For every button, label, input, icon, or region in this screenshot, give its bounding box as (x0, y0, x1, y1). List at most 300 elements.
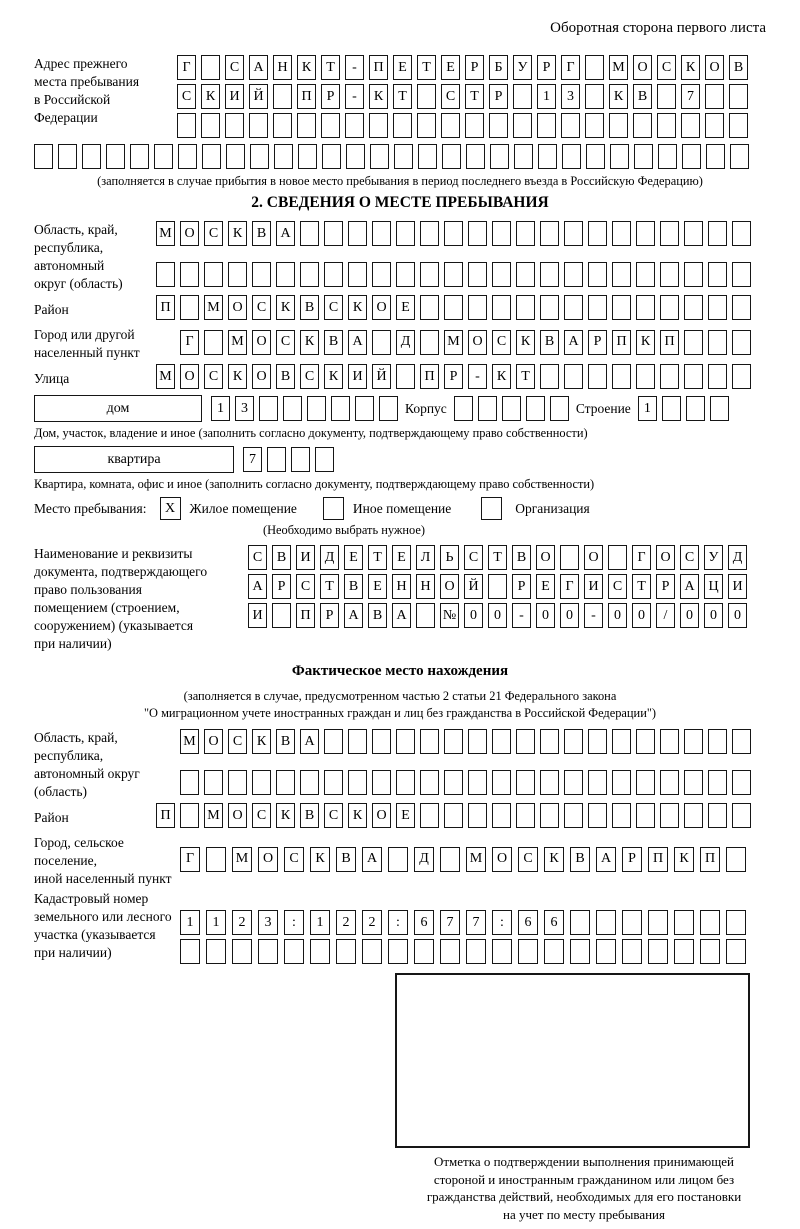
char-cell[interactable]: И (348, 364, 367, 389)
char-cell[interactable] (660, 364, 679, 389)
char-cell[interactable] (492, 803, 511, 828)
char-cell[interactable] (636, 295, 655, 320)
char-cell[interactable] (564, 295, 583, 320)
char-cell[interactable]: П (296, 603, 315, 628)
char-cell[interactable]: С (248, 545, 267, 570)
char-cell[interactable] (726, 939, 746, 964)
char-cell[interactable]: О (633, 55, 652, 80)
char-cell[interactable]: / (656, 603, 675, 628)
char-cell[interactable]: М (180, 729, 199, 754)
char-cell[interactable] (396, 364, 415, 389)
char-cell[interactable] (686, 396, 705, 421)
char-cell[interactable] (636, 262, 655, 287)
char-cell[interactable]: И (296, 545, 315, 570)
char-cell[interactable]: С (492, 330, 511, 355)
char-cell[interactable] (588, 770, 607, 795)
char-cell[interactable] (700, 939, 720, 964)
char-cell[interactable] (708, 770, 727, 795)
char-cell[interactable]: К (681, 55, 700, 80)
char-cell[interactable]: О (228, 803, 247, 828)
char-cell[interactable]: Н (392, 574, 411, 599)
char-cell[interactable] (705, 113, 724, 138)
char-cell[interactable] (660, 295, 679, 320)
char-cell[interactable] (444, 729, 463, 754)
char-cell[interactable]: Й (464, 574, 483, 599)
char-cell[interactable]: № (440, 603, 459, 628)
char-cell[interactable] (622, 910, 642, 935)
char-cell[interactable]: В (272, 545, 291, 570)
char-cell[interactable]: 0 (464, 603, 483, 628)
char-cell[interactable] (492, 295, 511, 320)
char-cell[interactable]: А (596, 847, 616, 872)
char-cell[interactable] (540, 221, 559, 246)
char-cell[interactable]: Р (272, 574, 291, 599)
char-cell[interactable]: М (156, 364, 175, 389)
char-cell[interactable] (324, 221, 343, 246)
char-cell[interactable]: О (440, 574, 459, 599)
char-cell[interactable] (729, 84, 748, 109)
char-cell[interactable] (178, 144, 197, 169)
char-cell[interactable] (612, 803, 631, 828)
char-cell[interactable] (648, 939, 668, 964)
char-cell[interactable]: У (704, 545, 723, 570)
char-cell[interactable] (420, 729, 439, 754)
char-cell[interactable] (372, 262, 391, 287)
char-cell[interactable]: М (466, 847, 486, 872)
char-cell[interactable] (420, 803, 439, 828)
char-cell[interactable]: А (392, 603, 411, 628)
char-cell[interactable] (564, 803, 583, 828)
char-cell[interactable] (180, 295, 199, 320)
char-cell[interactable]: 6 (414, 910, 434, 935)
char-cell[interactable] (684, 330, 703, 355)
char-cell[interactable] (465, 113, 484, 138)
char-cell[interactable]: О (180, 364, 199, 389)
char-cell[interactable] (492, 729, 511, 754)
char-cell[interactable] (130, 144, 149, 169)
char-cell[interactable]: О (372, 295, 391, 320)
char-cell[interactable] (622, 939, 642, 964)
char-cell[interactable]: П (700, 847, 720, 872)
char-cell[interactable] (466, 939, 486, 964)
char-cell[interactable] (362, 939, 382, 964)
char-cell[interactable] (283, 396, 302, 421)
char-cell[interactable]: К (297, 55, 316, 80)
char-cell[interactable] (633, 113, 652, 138)
char-cell[interactable]: Р (465, 55, 484, 80)
house-type-box[interactable] (34, 395, 202, 422)
char-cell[interactable] (440, 847, 460, 872)
char-cell[interactable] (442, 144, 461, 169)
char-cell[interactable] (516, 803, 535, 828)
char-cell[interactable] (674, 939, 694, 964)
char-cell[interactable] (154, 144, 173, 169)
char-cell[interactable]: К (516, 330, 535, 355)
char-cell[interactable] (516, 295, 535, 320)
char-cell[interactable] (585, 84, 604, 109)
char-cell[interactable] (180, 770, 199, 795)
char-cell[interactable]: Р (489, 84, 508, 109)
char-cell[interactable]: Г (180, 330, 199, 355)
char-cell[interactable] (660, 262, 679, 287)
char-cell[interactable]: С (225, 55, 244, 80)
char-cell[interactable] (708, 221, 727, 246)
other-premises-checkbox[interactable] (323, 497, 344, 520)
char-cell[interactable] (502, 396, 521, 421)
char-cell[interactable] (706, 144, 725, 169)
char-cell[interactable]: 0 (488, 603, 507, 628)
char-cell[interactable]: Т (320, 574, 339, 599)
char-cell[interactable] (609, 113, 628, 138)
char-cell[interactable]: Р (512, 574, 531, 599)
char-cell[interactable] (420, 295, 439, 320)
char-cell[interactable] (272, 603, 291, 628)
char-cell[interactable] (684, 729, 703, 754)
char-cell[interactable]: 0 (704, 603, 723, 628)
char-cell[interactable]: 3 (258, 910, 278, 935)
char-cell[interactable]: О (584, 545, 603, 570)
char-cell[interactable]: Л (416, 545, 435, 570)
char-cell[interactable]: К (609, 84, 628, 109)
char-cell[interactable] (468, 262, 487, 287)
char-cell[interactable] (273, 84, 292, 109)
char-cell[interactable] (276, 262, 295, 287)
char-cell[interactable] (58, 144, 77, 169)
char-cell[interactable] (537, 113, 556, 138)
char-cell[interactable] (284, 939, 304, 964)
char-cell[interactable] (657, 113, 676, 138)
char-cell[interactable] (560, 545, 579, 570)
char-cell[interactable] (468, 221, 487, 246)
char-cell[interactable]: В (252, 221, 271, 246)
char-cell[interactable] (417, 113, 436, 138)
char-cell[interactable]: Н (416, 574, 435, 599)
char-cell[interactable] (226, 144, 245, 169)
char-cell[interactable] (636, 364, 655, 389)
char-cell[interactable]: 7 (466, 910, 486, 935)
char-cell[interactable]: - (512, 603, 531, 628)
char-cell[interactable] (418, 144, 437, 169)
char-cell[interactable]: О (705, 55, 724, 80)
char-cell[interactable]: К (492, 364, 511, 389)
char-cell[interactable]: В (344, 574, 363, 599)
char-cell[interactable]: Г (561, 55, 580, 80)
char-cell[interactable]: О (252, 364, 271, 389)
char-cell[interactable]: Т (321, 55, 340, 80)
char-cell[interactable] (488, 574, 507, 599)
char-cell[interactable]: Р (321, 84, 340, 109)
char-cell[interactable]: Е (393, 55, 412, 80)
char-cell[interactable]: Т (516, 364, 535, 389)
char-cell[interactable] (250, 144, 269, 169)
char-cell[interactable]: Р (622, 847, 642, 872)
char-cell[interactable]: 1 (211, 396, 230, 421)
char-cell[interactable]: К (636, 330, 655, 355)
char-cell[interactable] (636, 729, 655, 754)
char-cell[interactable]: О (492, 847, 512, 872)
char-cell[interactable] (82, 144, 101, 169)
char-cell[interactable] (732, 729, 751, 754)
char-cell[interactable]: К (276, 803, 295, 828)
char-cell[interactable] (267, 447, 286, 472)
char-cell[interactable] (588, 364, 607, 389)
char-cell[interactable] (355, 396, 374, 421)
char-cell[interactable] (562, 144, 581, 169)
char-cell[interactable] (180, 939, 200, 964)
char-cell[interactable] (705, 84, 724, 109)
char-cell[interactable]: 3 (561, 84, 580, 109)
char-cell[interactable] (177, 113, 196, 138)
char-cell[interactable] (310, 939, 330, 964)
char-cell[interactable]: А (249, 55, 268, 80)
char-cell[interactable] (298, 144, 317, 169)
char-cell[interactable] (684, 364, 703, 389)
char-cell[interactable] (513, 84, 532, 109)
char-cell[interactable] (513, 113, 532, 138)
char-cell[interactable] (684, 770, 703, 795)
char-cell[interactable]: К (252, 729, 271, 754)
char-cell[interactable] (708, 295, 727, 320)
char-cell[interactable]: : (388, 910, 408, 935)
char-cell[interactable] (732, 221, 751, 246)
char-cell[interactable]: Т (417, 55, 436, 80)
char-cell[interactable]: - (345, 55, 364, 80)
char-cell[interactable] (732, 295, 751, 320)
char-cell[interactable] (331, 396, 350, 421)
char-cell[interactable] (612, 295, 631, 320)
char-cell[interactable]: О (258, 847, 278, 872)
char-cell[interactable] (370, 144, 389, 169)
residential-checkbox[interactable]: X (160, 497, 181, 520)
char-cell[interactable]: С (228, 729, 247, 754)
char-cell[interactable] (420, 262, 439, 287)
char-cell[interactable]: А (344, 603, 363, 628)
char-cell[interactable] (636, 221, 655, 246)
char-cell[interactable]: П (297, 84, 316, 109)
char-cell[interactable] (228, 262, 247, 287)
char-cell[interactable] (204, 770, 223, 795)
char-cell[interactable] (232, 939, 252, 964)
char-cell[interactable] (315, 447, 334, 472)
char-cell[interactable] (322, 144, 341, 169)
char-cell[interactable]: С (276, 330, 295, 355)
char-cell[interactable]: С (608, 574, 627, 599)
char-cell[interactable] (492, 939, 512, 964)
char-cell[interactable] (540, 364, 559, 389)
char-cell[interactable]: К (310, 847, 330, 872)
apartment-type-box[interactable] (34, 446, 234, 473)
char-cell[interactable]: П (660, 330, 679, 355)
char-cell[interactable] (379, 396, 398, 421)
char-cell[interactable]: П (420, 364, 439, 389)
char-cell[interactable]: Е (396, 295, 415, 320)
char-cell[interactable]: К (348, 803, 367, 828)
char-cell[interactable] (388, 847, 408, 872)
char-cell[interactable]: П (648, 847, 668, 872)
char-cell[interactable] (324, 262, 343, 287)
char-cell[interactable] (540, 729, 559, 754)
char-cell[interactable] (300, 262, 319, 287)
char-cell[interactable] (454, 396, 473, 421)
char-cell[interactable] (561, 113, 580, 138)
char-cell[interactable]: С (252, 803, 271, 828)
char-cell[interactable] (570, 910, 590, 935)
char-cell[interactable] (700, 910, 720, 935)
char-cell[interactable] (710, 396, 729, 421)
char-cell[interactable]: А (248, 574, 267, 599)
char-cell[interactable] (345, 113, 364, 138)
char-cell[interactable]: С (296, 574, 315, 599)
char-cell[interactable]: В (324, 330, 343, 355)
char-cell[interactable] (291, 447, 310, 472)
char-cell[interactable] (388, 939, 408, 964)
char-cell[interactable] (204, 262, 223, 287)
char-cell[interactable] (420, 330, 439, 355)
char-cell[interactable]: С (252, 295, 271, 320)
char-cell[interactable]: К (369, 84, 388, 109)
char-cell[interactable]: О (536, 545, 555, 570)
char-cell[interactable] (732, 364, 751, 389)
char-cell[interactable]: Р (588, 330, 607, 355)
char-cell[interactable] (444, 803, 463, 828)
char-cell[interactable] (596, 910, 616, 935)
char-cell[interactable]: 0 (632, 603, 651, 628)
char-cell[interactable] (348, 221, 367, 246)
char-cell[interactable]: К (228, 221, 247, 246)
char-cell[interactable] (526, 396, 545, 421)
char-cell[interactable] (726, 847, 746, 872)
char-cell[interactable]: С (324, 295, 343, 320)
char-cell[interactable] (540, 262, 559, 287)
char-cell[interactable]: Г (560, 574, 579, 599)
char-cell[interactable]: В (633, 84, 652, 109)
char-cell[interactable] (468, 770, 487, 795)
char-cell[interactable] (348, 262, 367, 287)
char-cell[interactable]: П (156, 803, 175, 828)
char-cell[interactable]: : (492, 910, 512, 935)
char-cell[interactable] (682, 144, 701, 169)
char-cell[interactable] (372, 330, 391, 355)
char-cell[interactable]: Р (444, 364, 463, 389)
char-cell[interactable] (444, 221, 463, 246)
char-cell[interactable] (660, 221, 679, 246)
char-cell[interactable]: А (300, 729, 319, 754)
char-cell[interactable] (490, 144, 509, 169)
char-cell[interactable] (300, 770, 319, 795)
char-cell[interactable]: : (284, 910, 304, 935)
char-cell[interactable]: Д (396, 330, 415, 355)
char-cell[interactable] (564, 364, 583, 389)
char-cell[interactable] (732, 262, 751, 287)
char-cell[interactable]: - (345, 84, 364, 109)
char-cell[interactable] (564, 262, 583, 287)
char-cell[interactable] (662, 396, 681, 421)
char-cell[interactable] (276, 770, 295, 795)
char-cell[interactable] (588, 729, 607, 754)
char-cell[interactable] (516, 262, 535, 287)
char-cell[interactable]: О (228, 295, 247, 320)
char-cell[interactable]: С (518, 847, 538, 872)
char-cell[interactable] (106, 144, 125, 169)
char-cell[interactable]: 7 (243, 447, 262, 472)
char-cell[interactable]: И (248, 603, 267, 628)
char-cell[interactable] (588, 221, 607, 246)
char-cell[interactable] (729, 113, 748, 138)
char-cell[interactable] (540, 295, 559, 320)
char-cell[interactable] (732, 803, 751, 828)
char-cell[interactable] (570, 939, 590, 964)
char-cell[interactable] (684, 803, 703, 828)
char-cell[interactable] (585, 113, 604, 138)
char-cell[interactable] (708, 729, 727, 754)
char-cell[interactable]: Т (488, 545, 507, 570)
char-cell[interactable]: С (464, 545, 483, 570)
char-cell[interactable] (372, 770, 391, 795)
char-cell[interactable] (180, 262, 199, 287)
char-cell[interactable]: И (225, 84, 244, 109)
char-cell[interactable]: Р (656, 574, 675, 599)
char-cell[interactable]: М (232, 847, 252, 872)
char-cell[interactable] (732, 770, 751, 795)
char-cell[interactable]: П (369, 55, 388, 80)
char-cell[interactable]: М (156, 221, 175, 246)
char-cell[interactable] (414, 939, 434, 964)
char-cell[interactable] (648, 910, 668, 935)
char-cell[interactable] (394, 144, 413, 169)
char-cell[interactable] (420, 770, 439, 795)
char-cell[interactable] (396, 770, 415, 795)
char-cell[interactable] (726, 910, 746, 935)
char-cell[interactable]: К (300, 330, 319, 355)
char-cell[interactable]: А (564, 330, 583, 355)
char-cell[interactable] (708, 364, 727, 389)
char-cell[interactable] (608, 545, 627, 570)
char-cell[interactable]: Т (465, 84, 484, 109)
char-cell[interactable] (416, 603, 435, 628)
char-cell[interactable] (540, 803, 559, 828)
char-cell[interactable] (658, 144, 677, 169)
char-cell[interactable] (346, 144, 365, 169)
char-cell[interactable] (468, 803, 487, 828)
char-cell[interactable]: К (228, 364, 247, 389)
char-cell[interactable] (588, 803, 607, 828)
char-cell[interactable]: - (584, 603, 603, 628)
char-cell[interactable] (674, 910, 694, 935)
char-cell[interactable]: С (204, 364, 223, 389)
char-cell[interactable]: У (513, 55, 532, 80)
char-cell[interactable]: - (468, 364, 487, 389)
char-cell[interactable] (544, 939, 564, 964)
char-cell[interactable]: Б (489, 55, 508, 80)
char-cell[interactable] (516, 221, 535, 246)
char-cell[interactable]: П (612, 330, 631, 355)
char-cell[interactable] (466, 144, 485, 169)
char-cell[interactable] (478, 396, 497, 421)
char-cell[interactable] (588, 295, 607, 320)
char-cell[interactable] (396, 221, 415, 246)
char-cell[interactable]: М (204, 295, 223, 320)
char-cell[interactable]: В (368, 603, 387, 628)
char-cell[interactable] (492, 770, 511, 795)
char-cell[interactable]: 2 (362, 910, 382, 935)
char-cell[interactable] (516, 770, 535, 795)
char-cell[interactable] (417, 84, 436, 109)
char-cell[interactable]: Т (632, 574, 651, 599)
char-cell[interactable] (660, 729, 679, 754)
char-cell[interactable]: М (228, 330, 247, 355)
char-cell[interactable]: А (362, 847, 382, 872)
char-cell[interactable]: А (276, 221, 295, 246)
